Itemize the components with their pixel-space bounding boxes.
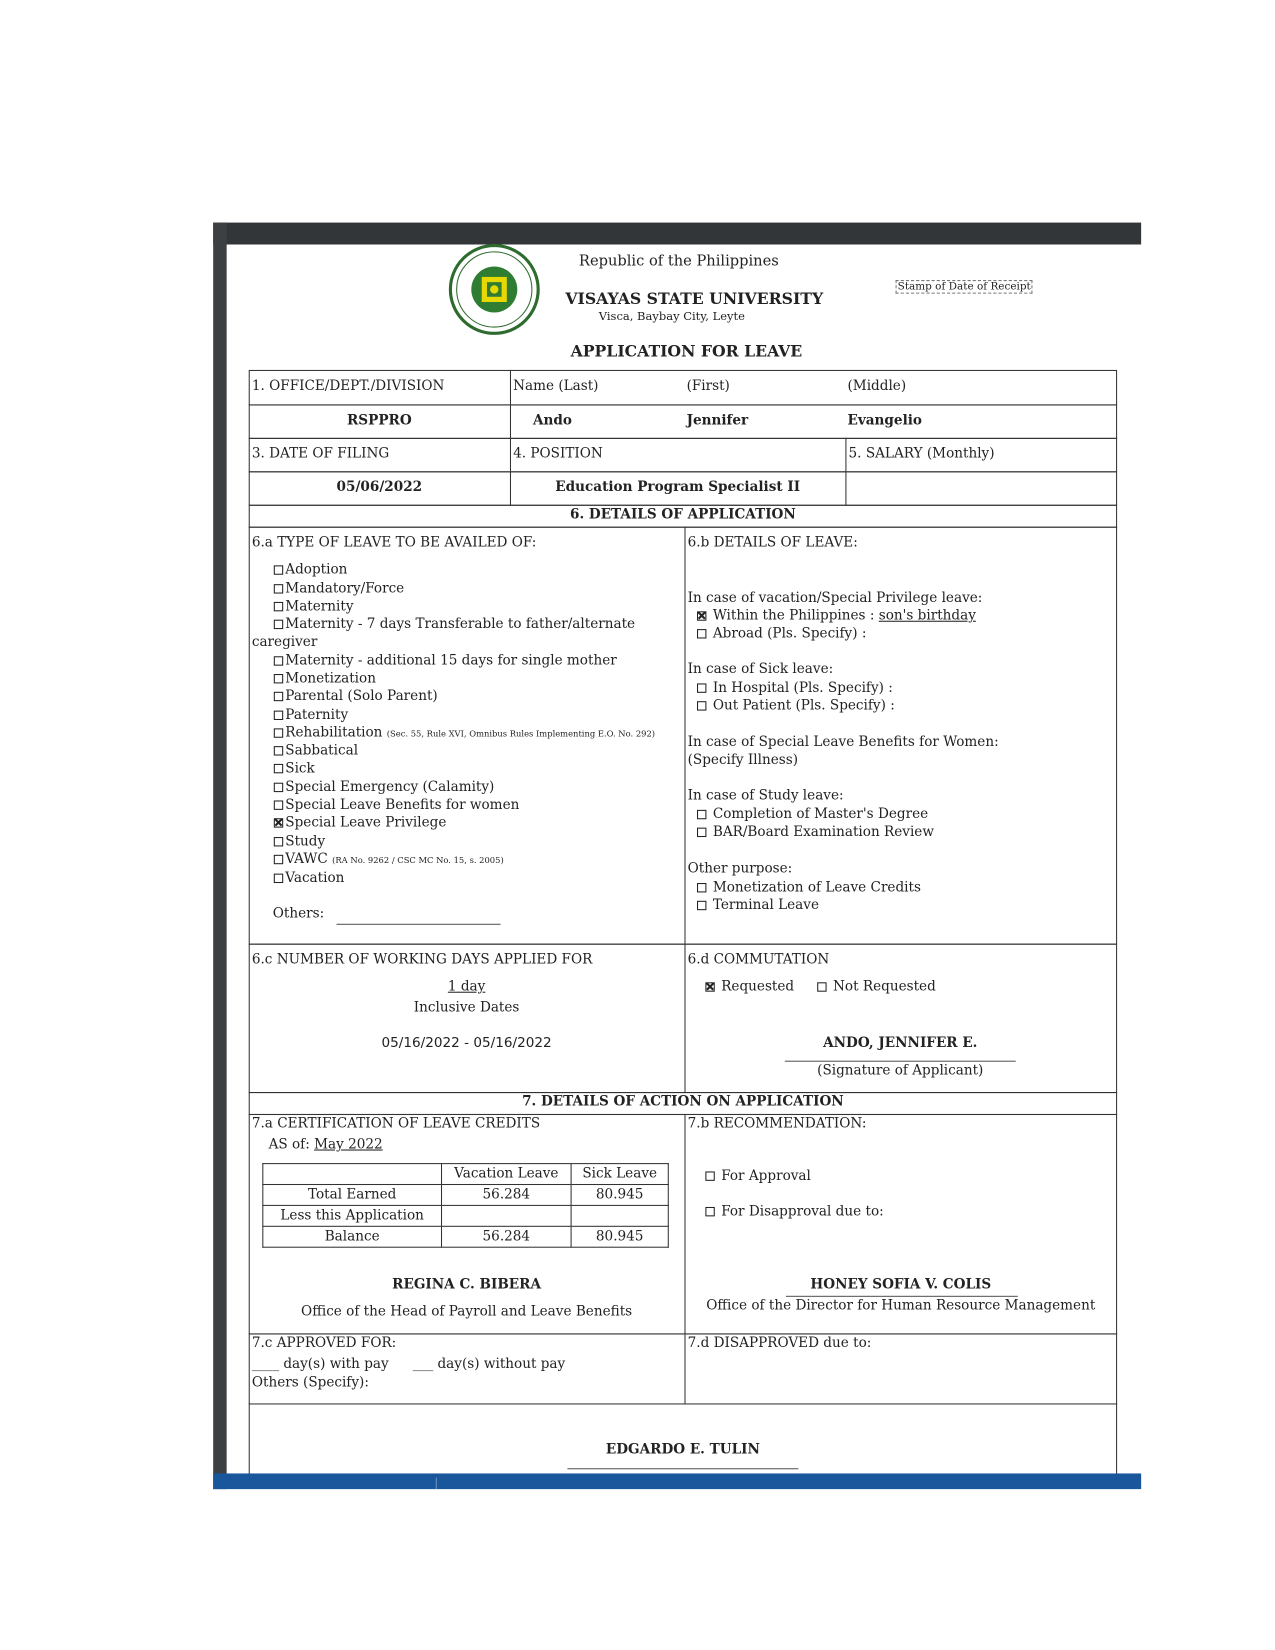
checkbox-icon (697, 901, 706, 910)
checkbox-checked-icon (697, 611, 706, 620)
inclusive-dates-value: 05/16/2022 - 05/16/2022 (381, 1035, 552, 1052)
inclusive-dates-label: Inclusive Dates (413, 1000, 520, 1016)
leave-study[interactable]: Study (274, 834, 325, 850)
checkbox-icon (274, 584, 283, 593)
university-name: VISAYAS STATE UNIVERSITY (565, 289, 824, 309)
other-purpose-heading: Other purpose: (687, 861, 793, 877)
position-value: Education Program Specialist II (555, 479, 801, 496)
section6a-title: 6.a TYPE OF LEAVE TO BE AVAILED OF: (251, 535, 537, 551)
viewer-bottom-bar (213, 1473, 1141, 1489)
certifier-office: Office of the Head of Payroll and Leave Benefits (301, 1304, 633, 1320)
in-hospital[interactable]: In Hospital (Pls. Specify) : (697, 680, 893, 696)
leave-maternity-single[interactable]: Maternity - additional 15 days for single mother (274, 653, 617, 669)
checkbox-icon (274, 746, 283, 755)
leave-maternity-transferable[interactable]: Maternity - 7 days Transferable to father/alternate (274, 617, 635, 633)
checkbox-icon (274, 783, 283, 792)
section6b-title: 6.b DETAILS OF LEAVE: (687, 535, 858, 551)
checkbox-icon (817, 982, 826, 991)
recommender-name: HONEY SOFIA V. COLIS (810, 1276, 992, 1293)
abroad[interactable]: Abroad (Pls. Specify) : (697, 626, 866, 642)
out-patient[interactable]: Out Patient (Pls. Specify) : (697, 698, 895, 714)
date-filing-label: 3. DATE OF FILING (251, 446, 390, 462)
checkbox-icon (274, 602, 283, 611)
office-value: RSPPRO (347, 412, 412, 429)
vawc-note: (RA No. 9262 / CSC MC No. 15, s. 2005) (332, 855, 504, 866)
salary-label: 5. SALARY (Monthly) (848, 446, 995, 462)
table-row: Total Earned 56.284 80.945 (263, 1185, 668, 1206)
leave-special-emergency[interactable]: Special Emergency (Calamity) (274, 780, 495, 796)
checkbox-icon (274, 674, 283, 683)
section6c-title: 6.c NUMBER OF WORKING DAYS APPLIED FOR (251, 951, 593, 968)
checkbox-icon (274, 874, 283, 883)
leave-parental[interactable]: Parental (Solo Parent) (274, 689, 438, 705)
study-heading: In case of Study leave: (687, 787, 844, 804)
checkbox-icon (274, 656, 283, 665)
checkbox-icon (697, 883, 706, 892)
leave-vawc[interactable]: VAWC (RA No. 9262 / CSC MC No. 15, s. 2005) (274, 852, 504, 868)
middle-name-value: Evangelio (847, 412, 922, 429)
section7c-title: 7.c APPROVED FOR: (251, 1335, 397, 1352)
within-philippines[interactable]: Within the Philippines : son's birthday (697, 608, 976, 624)
leave-adoption[interactable]: Adoption (274, 562, 348, 578)
leave-paternity[interactable]: Paternity (274, 707, 348, 723)
checkbox-icon (274, 711, 283, 720)
checkbox-icon (274, 692, 283, 701)
section7a-title: 7.a CERTIFICATION OF LEAVE CREDITS (251, 1116, 541, 1132)
section7d-title: 7.d DISAPPROVED due to: (687, 1335, 872, 1352)
checkbox-icon (697, 629, 706, 638)
republic-text: Republic of the Philippines (578, 252, 779, 270)
leave-maternity[interactable]: Maternity (274, 599, 354, 615)
as-of: AS of: May 2022 (268, 1136, 383, 1153)
bar-review[interactable]: BAR/Board Examination Review (697, 825, 934, 841)
position-label: 4. POSITION (513, 446, 603, 462)
checkbox-icon (274, 620, 283, 629)
commutation-not-requested[interactable]: Not Requested (817, 979, 936, 995)
checkbox-icon (274, 565, 283, 574)
applicant-name: ANDO, JENNIFER E. (823, 1035, 978, 1052)
checkbox-icon (274, 728, 283, 737)
table-row: Balance 56.284 80.945 (263, 1226, 668, 1247)
leave-rehabilitation[interactable]: Rehabilitation (Sec. 55, Rule XVI, Omnibus Rules Implementing E.O. No. 292) (274, 725, 655, 741)
checkbox-icon (697, 810, 706, 819)
leave-sick[interactable]: Sick (274, 761, 315, 777)
monetization-credits[interactable]: Monetization of Leave Credits (697, 880, 921, 896)
date-filing-value: 05/06/2022 (336, 479, 423, 496)
rehab-note: (Sec. 55, Rule XVI, Omnibus Rules Implementing E.O. No. 292) (386, 729, 656, 739)
form-title: APPLICATION FOR LEAVE (570, 341, 803, 361)
checkbox-icon (705, 1207, 714, 1216)
checkbox-icon (274, 855, 283, 864)
sick-heading: In case of Sick leave: (687, 661, 834, 678)
viewer-top-bar (213, 223, 1141, 245)
leave-special-women[interactable]: Special Leave Benefits for women (274, 797, 520, 813)
office-label: 1. OFFICE/DEPT./DIVISION (251, 378, 445, 394)
university-seal-logo (448, 243, 540, 335)
checkbox-icon (274, 837, 283, 846)
leave-sabbatical[interactable]: Sabbatical (274, 743, 358, 759)
approver-name: EDGARDO E. TULIN (605, 1442, 760, 1458)
name-last-label: Name (Last) (513, 378, 599, 394)
leave-vacation[interactable]: Vacation (274, 870, 345, 886)
others-specify: Others (Specify): (251, 1375, 369, 1391)
table-row: Less this Application (263, 1205, 668, 1226)
for-disapproval[interactable]: For Disapproval due to: (705, 1204, 883, 1220)
university-address: Visca, Baybay City, Leyte (598, 309, 745, 323)
vacation-heading: In case of vacation/Special Privilege leave: (687, 590, 983, 607)
checkbox-icon (274, 800, 283, 809)
section7b-title: 7.b RECOMMENDATION: (687, 1116, 867, 1132)
last-name-value: Ando (532, 412, 572, 429)
commutation-requested[interactable]: Requested (705, 979, 794, 995)
others-field[interactable] (336, 924, 500, 925)
working-days-value: 1 day (447, 979, 486, 995)
recommender-office: Office of the Director for Human Resource Management (706, 1297, 1096, 1314)
checkbox-icon (697, 701, 706, 710)
caregiver-text: caregiver (251, 634, 318, 650)
terminal-leave[interactable]: Terminal Leave (697, 898, 819, 914)
certifier-name: REGINA C. BIBERA (392, 1276, 541, 1293)
checkbox-icon (697, 828, 706, 837)
checkbox-checked-icon (705, 982, 714, 991)
leave-monetization[interactable]: Monetization (274, 671, 376, 687)
section6-title: 6. DETAILS OF APPLICATION (569, 506, 796, 523)
leave-mandatory[interactable]: Mandatory/Force (274, 581, 404, 597)
section6d-title: 6.d COMMUTATION (687, 951, 830, 968)
stamp-box: Stamp of Date of Receipt (896, 280, 1033, 294)
section7-title: 7. DETAILS OF ACTION ON APPLICATION (522, 1094, 844, 1110)
viewer-left-edge (213, 223, 227, 1490)
checkbox-icon (705, 1171, 714, 1180)
name-first-label: (First) (686, 378, 730, 394)
checkbox-checked-icon (274, 818, 283, 827)
leave-special-privilege[interactable]: Special Leave Privilege (274, 815, 447, 831)
with-pay: ____ day(s) with pay (251, 1356, 389, 1373)
checkbox-icon (697, 683, 706, 692)
masters-degree[interactable]: Completion of Master's Degree (697, 807, 928, 823)
women-sub: (Specify Illness) (687, 752, 799, 769)
without-pay: ___ day(s) without pay (412, 1356, 566, 1373)
others-label: Others: (272, 906, 325, 922)
name-middle-label: (Middle) (847, 378, 907, 394)
within-value: son's birthday (878, 608, 976, 624)
leave-credits-table: Vacation Leave Sick Leave Total Earned 56.284 80.945 Less this Application Balance 56.284 80.945 (262, 1163, 669, 1248)
for-approval[interactable]: For Approval (705, 1168, 810, 1184)
signature-label: (Signature of Applicant) (817, 1062, 984, 1079)
checkbox-icon (274, 764, 283, 773)
women-heading: In case of Special Leave Benefits for Women: (687, 734, 999, 751)
first-name-value: Jennifer (686, 412, 749, 429)
